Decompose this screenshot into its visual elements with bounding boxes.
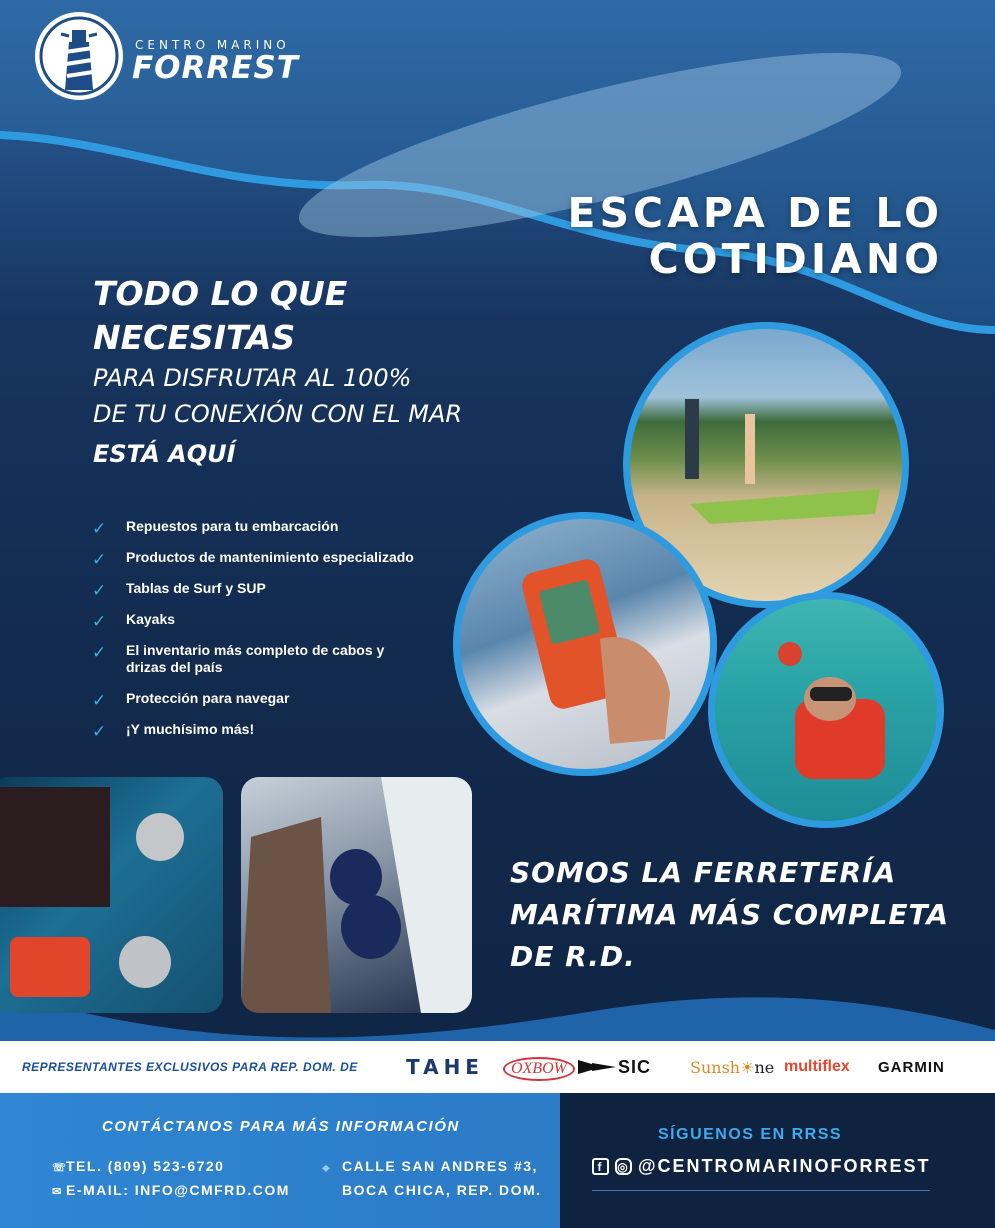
feature-text: El inventario más completo de cabos y drizas del país [126,642,385,675]
feature-text: Kayaks [126,611,176,627]
feature-item [92,690,482,710]
slogan-line-1: SOMOS LA FERRETERÍA [510,856,897,889]
tahe-logo [406,1053,484,1081]
check-icon: ✓ [92,722,107,741]
garmin-text: GARMIN [878,1058,945,1076]
check-icon: ✓ [92,550,107,569]
slogan-line-3: DE R.D. [510,940,636,973]
brands-label: REPRESENTANTES EXCLUSIVOS PARA REP. DOM. DE [22,1060,358,1074]
feature-text: ¡Y muchísimo más! [126,721,255,737]
check-icon: ✓ [92,691,107,710]
check-icon: ✓ [92,643,107,662]
multiflex-logo [784,1053,850,1081]
brand-subtitle: CENTRO MARINO [135,38,290,52]
contact-title: CONTÁCTANOS PARA MÁS INFORMACIÓN [102,1118,460,1135]
address-line-1: CALLE SAN ANDRES #3, [342,1158,538,1174]
email-line[interactable] [52,1182,290,1198]
sunshine-logo [690,1053,774,1081]
feature-item [92,721,482,741]
escape-title [568,190,943,282]
dock-fenders-photo [241,777,472,1013]
phone-text: TEL. (809) 523-6720 [66,1158,225,1174]
feature-text: Repuestos para tu embarcación [126,518,339,534]
follow-title: SÍGUENOS EN RRSS [658,1126,843,1143]
logo [35,12,325,102]
sunshine-text-b: ne [754,1057,775,1077]
facebook-icon[interactable]: f [592,1158,609,1175]
phone-icon: ☏ [52,1162,68,1174]
feature-item [92,549,482,569]
brands-bar [0,1041,995,1093]
feature-text: Tablas de Surf y SUP [126,580,266,596]
sun-icon: ☀ [740,1057,755,1077]
feature-item [92,580,482,600]
headline-line-4: DE TU CONEXIÓN CON EL MAR [93,400,463,428]
slogan [510,852,949,978]
headline-line-1: TODO LO QUE [93,274,348,313]
feature-text: Protección para navegar [126,690,290,706]
garmin-logo [878,1053,945,1081]
brand-name: FORREST [132,50,299,86]
headline-line-5: ESTÁ AQUÍ [93,440,236,468]
address-line-2: BOCA CHICA, REP. DOM. [342,1182,542,1198]
oxbow-logo [503,1057,575,1081]
instagram-icon[interactable]: ◎ [615,1158,632,1175]
social-handle[interactable] [592,1156,931,1177]
feature-list [92,518,482,752]
feature-item [92,611,482,631]
multiflex-text: multiflex [784,1058,850,1075]
divider [592,1190,930,1191]
outboard-engines-photo [0,777,223,1013]
snorkel-photo [708,592,944,828]
sunshine-text-a: Sunsh [690,1057,741,1077]
tahe-text: TAHE [406,1055,484,1079]
gps-photo [453,512,717,776]
check-icon: ✓ [92,581,107,600]
feature-text: Productos de mantenimiento especializado [126,549,414,565]
email-text: E-MAIL: INFO@CMFRD.COM [66,1182,290,1198]
footer [0,1093,995,1228]
escape-line-2: COTIDIANO [648,235,943,283]
headline-line-2: NECESITAS [93,318,296,357]
mail-icon: ✉ [52,1186,63,1198]
handle-text: @CENTROMARINOFORREST [638,1156,931,1176]
sic-text: SIC [618,1056,652,1077]
phone-line[interactable] [52,1158,224,1174]
sic-arrow-icon [578,1060,618,1074]
check-icon: ✓ [92,612,107,631]
sic-logo [578,1053,651,1081]
oxbow-text: OXBOW [511,1060,567,1077]
feature-item [92,642,426,676]
escape-line-1: ESCAPA DE LO [567,189,943,237]
check-icon: ✓ [92,519,107,538]
headline-line-3: PARA DISFRUTAR AL 100% [93,364,412,392]
location-pin-icon: ⌖ [322,1160,332,1176]
slogan-line-2: MARÍTIMA MÁS COMPLETA [510,898,950,931]
headline [93,272,462,476]
feature-item [92,518,482,538]
lighthouse-logo-icon [35,12,123,100]
